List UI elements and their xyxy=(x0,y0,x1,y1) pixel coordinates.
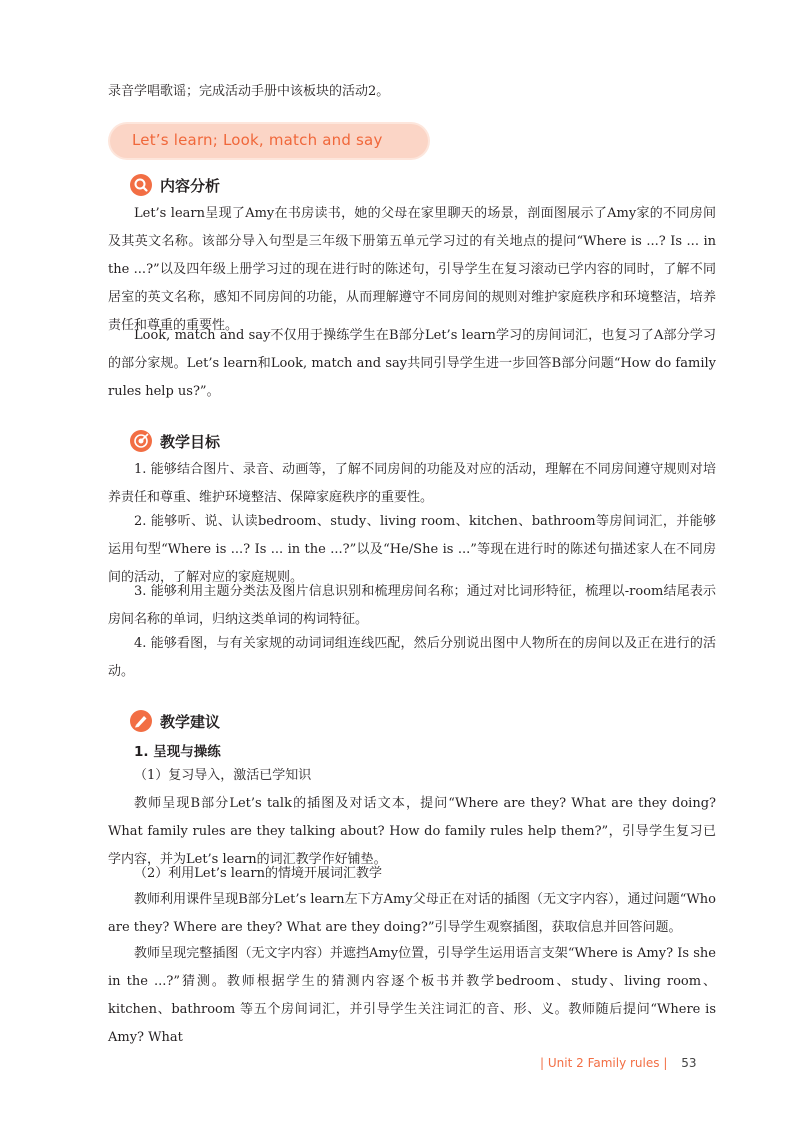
step-paragraph: 教师利用课件呈现B部分Let’s learn左下方Amy父母正在对话的插图（无文字内容），通过问题“Who are they? Where are they? What are they doing?”引导学生观察插图，获取信息并回答问题。 xyxy=(108,892,716,935)
target-icon xyxy=(130,430,152,452)
content-analysis-paragraph: Let’s learn呈现了Amy在书房读书，她的父母在家里聊天的场景，剖面图展示了Amy家的不同房间及其英文名称。该部分导入句型是三年级下册第五单元学习过的有关地点的提问“Where is ...? Is ... in the ...?”以及四年级上册学习过的现在进行时的陈述句，引导学生在复习滚动已学内容的同时，了解不同居室的英文名称，感知不同房间的功能，从而理解遵守不同房间的规则对维护家庭秩序和环境整洁，培养责任和尊重的重要性。 xyxy=(108,206,716,333)
page-footer xyxy=(540,1056,720,1070)
section-banner xyxy=(110,124,428,158)
pencil-hand-icon xyxy=(130,710,152,732)
page-number: 53 xyxy=(681,1056,697,1070)
goal-item: 2. 能够听、说、认读bedroom、study、living room、kitchen、bathroom等房间词汇，并能够运用句型“Where is ...? Is ... in the ...?”以及“He/She is ...”等现在进行时的陈述句描述家人在不同房间的活动，了解对应的家庭规则。 xyxy=(108,514,716,585)
footer-divider: | xyxy=(540,1056,545,1070)
step-title: （2）利用Let’s learn的情境开展词汇教学 xyxy=(134,866,382,881)
goal-item: 3. 能够利用主题分类法及图片信息识别和梳理房间名称；通过对比词形特征，梳理以-room结尾表示房间名称的单词，归纳这类单词的构词特征。 xyxy=(108,584,716,627)
magnifier-icon xyxy=(130,174,152,196)
goal-item: 1. 能够结合图片、录音、动画等，了解不同房间的功能及对应的活动，理解在不同房间遵守规则对培养责任和尊重、维护环境整洁、保障家庭秩序的重要性。 xyxy=(108,462,716,505)
step-paragraph: 教师呈现B部分Let’s talk的插图及对话文本，提问“Where are they? What are they doing? What family rules are they talking about? How do family rules help them?”，引导学生复习已学内容，并为Let’s learn的词汇教学作好铺垫。 xyxy=(108,796,716,867)
content-analysis-heading: 内容分析 xyxy=(160,177,221,195)
footer-unit-label: Unit 2 Family rules xyxy=(547,1056,660,1070)
intro-line: 录音学唱歌谣；完成活动手册中该板块的活动2。 xyxy=(108,84,390,99)
teaching-suggestions-heading: 教学建议 xyxy=(160,713,221,731)
banner-title: Let’s learn; Look, match and say xyxy=(132,131,383,149)
subsection-heading: 1. 呈现与操练 xyxy=(134,744,221,760)
goal-item: 4. 能够看图，与有关家规的动词词组连线匹配，然后分别说出图中人物所在的房间以及正在进行的活动。 xyxy=(108,636,716,679)
footer-divider: | xyxy=(663,1056,668,1070)
step-paragraph: 教师呈现完整插图（无文字内容）并遮挡Amy位置，引导学生运用语言支架“Where is Amy? Is she in the ...?”猜测。教师根据学生的猜测内容逐个板书并教学bedroom、study、living room、kitchen、bathroom 等五个房间词汇，并引导学生关注词汇的音、形、义。教师随后提问“Where is Amy? What xyxy=(108,946,716,1045)
teaching-goals-heading: 教学目标 xyxy=(160,433,221,451)
content-analysis-paragraph: Look, match and say不仅用于操练学生在B部分Let’s learn学习的房间词汇，也复习了A部分学习的部分家规。Let’s learn和Look, match and say共同引导学生进一步回答B部分问题“How do family rules help us?”。 xyxy=(108,328,716,399)
step-title: （1）复习导入，激活已学知识 xyxy=(134,768,312,783)
